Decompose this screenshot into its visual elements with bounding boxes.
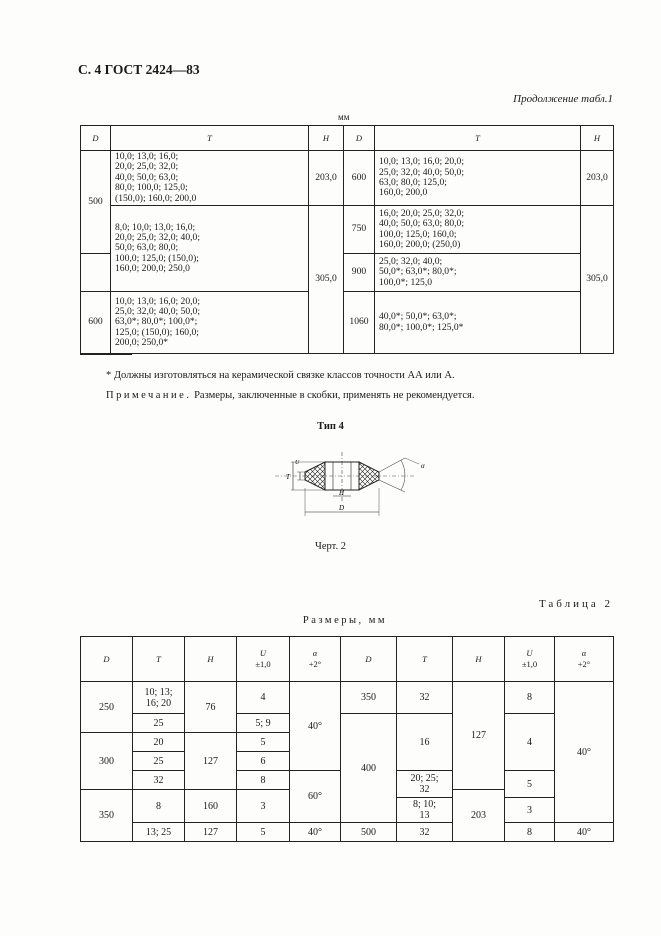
- t1-cell-rt900: 25,0; 32,0; 40,0; 50,0*; 63,0*; 80,0*; 100,0*; 125,0: [375, 254, 581, 292]
- t2-cell-h127b: 127: [185, 823, 237, 842]
- figure-title: Тип 4: [317, 421, 344, 432]
- table2: [80, 636, 614, 842]
- t2-header-u-tol2: ±1,0: [521, 659, 538, 669]
- t1-header-h2: H: [581, 126, 614, 151]
- t1-header-h: H: [309, 126, 344, 151]
- t2-cell-rt32b: 32: [397, 823, 453, 842]
- t2-cell-a40a: 40°: [290, 682, 341, 771]
- t1-cell-rd900: 900: [344, 254, 375, 292]
- t2-header-alpha-tol2: +2°: [577, 659, 591, 669]
- t2-cell-t25: 25: [133, 714, 185, 733]
- t1-cell-rt1060: 40,0*; 50,0*; 63,0*; 80,0*; 100,0*; 125,0*: [375, 292, 581, 354]
- t2-header-d2: D: [365, 653, 372, 664]
- t2-cell-u5b: 5: [237, 823, 290, 842]
- table1: [80, 125, 614, 354]
- t2-cell-rd350: 350: [341, 682, 397, 714]
- t2-header-alpha-tol: +2°: [308, 659, 322, 669]
- note-label: Примечание.: [106, 390, 192, 401]
- t2-header-alpha2: α: [581, 648, 587, 658]
- t1-cell-rh203: 203,0: [581, 151, 614, 206]
- t2-header-u2: U: [526, 648, 533, 658]
- t1-cell-rh305: 305,0: [581, 206, 614, 354]
- t2-cell-d350: 350: [81, 790, 133, 842]
- t1-cell-rt750: 16,0; 20,0; 25,0; 32,0; 40,0; 50,0; 63,0; 80,0; 100,0; 125,0; 160,0; 160,0; 200,0; (250,0): [375, 206, 581, 254]
- t2-cell-ru5: 5: [505, 771, 555, 798]
- t2-cell-t20: 20: [133, 733, 185, 752]
- t2-cell-rh203: 203: [453, 790, 505, 842]
- label-d: D: [339, 504, 345, 512]
- t2-cell-u6: 6: [237, 752, 290, 771]
- t2-cell-t8: 8: [133, 790, 185, 823]
- table-continuation-label: Продолжение табл.1: [513, 93, 613, 105]
- t2-cell-d250: 250: [81, 682, 133, 733]
- t2-cell-t32: 32: [133, 771, 185, 790]
- table1-unit: мм: [338, 112, 350, 122]
- t2-cell-t25b: 25: [133, 752, 185, 771]
- label-t: T: [286, 473, 290, 481]
- t1-cell-rd1060: 1060: [344, 292, 375, 354]
- t1-cell-rd750: 750: [344, 206, 375, 254]
- t2-cell-a60: 60°: [290, 771, 341, 823]
- t2-cell-u5: 5: [237, 733, 290, 752]
- figure-caption: Черт. 2: [315, 541, 346, 552]
- t1-cell-rd600: 600: [344, 151, 375, 206]
- t2-cell-ru3: 3: [505, 798, 555, 823]
- t2-header-h: H: [207, 653, 214, 664]
- label-u: U: [295, 460, 300, 466]
- t2-header-u: U: [259, 648, 267, 658]
- page-header: С. 4 ГОСТ 2424—83: [78, 62, 200, 77]
- t2-cell-rh127: 127: [453, 682, 505, 790]
- footnote-divider: [80, 354, 132, 355]
- note: [106, 390, 475, 401]
- t2-cell-rt20-32: 20; 25; 32: [397, 771, 453, 798]
- t2-header-h2: H: [475, 653, 482, 664]
- t2-cell-rt16: 16: [397, 714, 453, 771]
- t2-cell-t10-20: 10; 13; 16; 20: [133, 682, 185, 714]
- t2-cell-rt8-13: 8; 10; 13: [397, 798, 453, 823]
- t1-cell-t500a: 10,0; 13,0; 16,0; 20,0; 25,0; 32,0; 40,0; 50,0; 63,0; 80,0; 100,0; 125,0; (150,0); 160,0; 200,0: [111, 151, 309, 206]
- t2-cell-ru8: 8: [505, 682, 555, 714]
- t2-cell-rd500: 500: [341, 823, 397, 842]
- t2-header-t2: T: [422, 653, 427, 664]
- t2-cell-rt32: 32: [397, 682, 453, 714]
- table2-title: Размеры, мм: [302, 615, 388, 626]
- t2-cell-u5-9: 5; 9: [237, 714, 290, 733]
- t2-cell-d300: 300: [81, 733, 133, 790]
- wheel-drawing: [255, 444, 445, 524]
- t2-cell-u8: 8: [237, 771, 290, 790]
- label-h: H: [339, 489, 345, 497]
- t2-cell-ra40b: 40°: [555, 823, 614, 842]
- t2-header-t: T: [156, 653, 161, 664]
- t1-header-t2: T: [375, 126, 581, 151]
- t1-cell-t600: 10,0; 13,0; 16,0; 20,0; 25,0; 32,0; 40,0; 50,0; 63,0*; 80,0*; 100,0*; 125,0; (150,0); 160,0; 200,0; 250,0*: [111, 292, 309, 354]
- t2-cell-ru4: 4: [505, 714, 555, 771]
- t2-cell-h76: 76: [185, 682, 237, 733]
- t2-header-d: D: [103, 653, 110, 664]
- t1-cell-rt600: 10,0; 13,0; 16,0; 20,0; 25,0; 32,0; 40,0; 50,0; 63,0; 80,0; 125,0; 160,0; 200,0: [375, 151, 581, 206]
- t2-cell-u4: 4: [237, 682, 290, 714]
- note-text: Размеры, заключенные в скобки, применять не рекомендуется.: [194, 390, 475, 401]
- t1-header-d2: D: [344, 126, 375, 151]
- label-alpha: α: [421, 462, 425, 470]
- t2-cell-a40b: 40°: [290, 823, 341, 842]
- t2-cell-u3: 3: [237, 790, 290, 823]
- t1-cell-d600: 600: [81, 292, 111, 354]
- footnote: * Должны изготовляться на керамической связке классов точности АА или А.: [106, 370, 455, 381]
- t2-cell-ru8b: 8: [505, 823, 555, 842]
- t2-header-u-tol: ±1,0: [255, 659, 271, 669]
- t1-header-t: T: [111, 126, 309, 151]
- t2-header-alpha: α: [312, 648, 318, 658]
- t1-header-d: D: [81, 126, 111, 151]
- t2-cell-h160: 160: [185, 790, 237, 823]
- t2-cell-rd400: 400: [341, 714, 397, 823]
- t1-cell-h203: 203,0: [309, 151, 344, 206]
- table2-label: Таблица 2: [538, 598, 613, 610]
- t2-cell-ra40: 40°: [555, 682, 614, 823]
- t2-cell-h127a: 127: [185, 733, 237, 790]
- t1-cell-h305: 305,0: [309, 206, 344, 354]
- t1-cell-t500b: 8,0; 10,0; 13,0; 16,0; 20,0; 25,0; 32,0; 40,0; 50,0; 63,0; 80,0; 100,0; 125,0; (150,0); 160,0; 200,0; 250,0: [111, 206, 309, 292]
- t2-cell-t13-25: 13; 25: [133, 823, 185, 842]
- t1-cell-d500: 500: [81, 151, 111, 254]
